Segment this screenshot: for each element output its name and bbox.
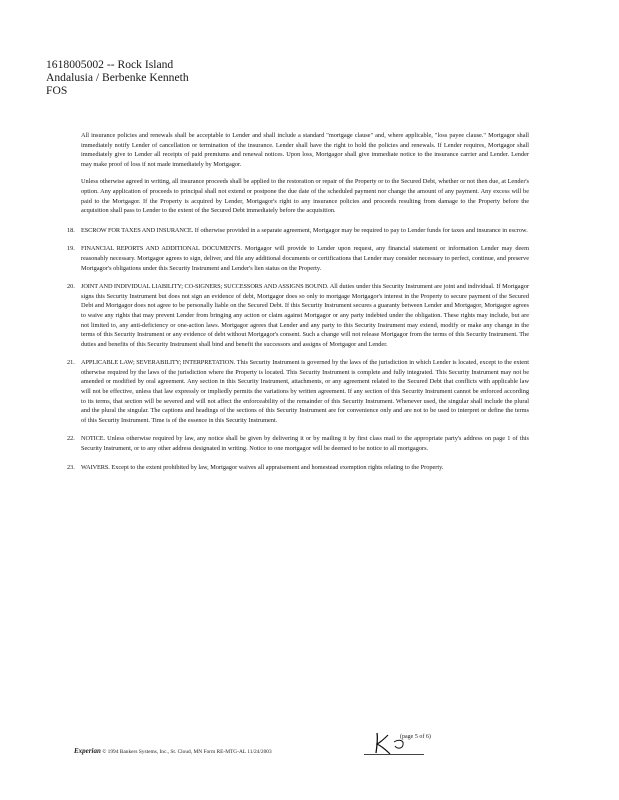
section-text: Except to the extent prohibited by law, Mortgagor waives all appraisement and homestead exemption rights relating to the Property. [111, 463, 444, 471]
section-title: APPLICABLE LAW; SEVERABILITY; INTERPRETATION. [81, 359, 236, 367]
page-number: (page 5 of 6) [400, 734, 431, 740]
document-header [46, 58, 189, 97]
section-20 [67, 282, 529, 349]
section-23 [67, 463, 529, 473]
section-number: 18. [67, 226, 75, 234]
section-number: 19. [67, 245, 75, 253]
code-line: FOS [46, 84, 68, 97]
section-number: 23. [67, 463, 75, 471]
section-title: WAIVERS. [81, 463, 110, 471]
section-text: Unless otherwise required by law, any notice shall be given by delivering it or by mailing it by first class mail to the appropriate party's address on page 1 of this Security Instrument, or to any other address designated in writing. Notice to one mortgagor will be deemed to be notice to all mortgagors. [81, 435, 529, 453]
section-title: JOINT AND INDIVIDUAL LIABILITY; CO-SIGNERS; SUCCESSORS AND ASSIGNS BOUND. [81, 283, 329, 291]
initials-line [364, 754, 424, 755]
section-number: 22. [67, 435, 75, 443]
section-18 [67, 226, 529, 236]
loan-number-line: 1618005002 -- Rock Island [46, 58, 174, 71]
document-body [67, 131, 530, 481]
borrower-line: Andalusia / Berbenke Kenneth [46, 71, 189, 84]
section-number: 21. [67, 359, 75, 367]
section-number: 20. [67, 283, 75, 291]
section-title: FINANCIAL REPORTS AND ADDITIONAL DOCUMENTS. [81, 245, 242, 253]
section-text: This Security Instrument is governed by the laws of the jurisdiction in which Lender is located, except to the extent otherwise required by the laws of the jurisdiction where the Property is located. This Security Instrument is complete and fully integrated. This Security Instrument may not be amended or modified by oral agreement. Any section in this Security Instrument, attachments, or any agreement related to the Secured Debt that conflicts with applicable law will not be effective, unless that law expressly or impliedly permits the variations by written agreement. If any section of this Security Instrument cannot be enforced according to its terms, that section will be severed and will not affect the enforceability of the remainder of this Security Instrument. Whenever used, the singular shall include the plural and the plural the singular. The captions and headings of the sections of this Security Instrument are for convenience only and are not to be used to interpret or define the terms of this Security Instrument. Time is of the essence in this Security Instrument. [81, 359, 530, 424]
insurance-paragraph-2: Unless otherwise agreed in writing, all insurance proceeds shall be applied to the restoration or repair of the Property or to the Secured Debt, whether or not then due, at Lender's option. Any application of proceeds to principal shall not extend or postpone the due date of the scheduled payment nor change the amount of any payment. Any excess will be paid to the Mortgagor. If the Property is acquired by Lender, Mortgagor's right to any insurance policies and proceeds resulting from damage to the Property before the acquisition shall pass to Lender to the extent of the Secured Debt immediately before the acquisition. [81, 178, 529, 215]
footer-copyright: © 1994 Bankers Systems, Inc., St. Cloud, MN Form RE-MTG-AL 11/24/2003 [102, 749, 272, 755]
section-text: All duties under this Security Instrument are joint and individual. If Mortgagor signs this Security Instrument but does not sign an evidence of debt, Mortgagor does so only to mortgage Mortgagor's interest in the Property to secure payment of the Secured Debt and Mortgagor does not agree to be personally liable on the Secured Debt. If this Security Instrument secures a guaranty between Lender and Mortgagor, Mortgagor agrees to waive any rights that may prevent Lender from bringing any action or claim against Mortgagor or any party indebted under the obligation. These rights may include, but are not limited to, any anti-deficiency or one-action laws. Mortgagor agrees that Lender and any party to this Security Instrument may extend, modify or make any change in the terms of this Security Instrument or any evidence of debt without Mortgagor's consent. Such a change will not release Mortgagor from the terms of this Security Instrument. The duties and benefits of this Security Instrument shall bind and benefit the successors and assigns of Mortgagor and Lender. [81, 283, 529, 348]
insurance-paragraph-1: All insurance policies and renewals shall be acceptable to Lender and shall include a standard "mortgage clause" and, where applicable, "loss payee clause." Mortgagor shall immediately notify Lender of cancellation or termination of the insurance. Lender shall have the right to hold the policies and renewals. If Lender requires, Mortgagor shall immediately give to Lender all receipts of paid premiums and renewal notices. Upon loss, Mortgagor shall give immediate notice to the insurance carrier and Lender. Lender may make proof of loss if not made immediately by Mortgagor. [81, 132, 529, 168]
section-title: NOTICE. [81, 435, 105, 443]
section-21 [67, 358, 530, 425]
section-text: If otherwise provided in a separate agreement, Mortgagor may be required to pay to Lender funds for taxes and insurance in escrow. [194, 226, 528, 234]
section-22 [67, 434, 529, 453]
section-title: ESCROW FOR TAXES AND INSURANCE. [81, 226, 194, 234]
section-text: Mortgagor will provide to Lender upon request, any financial statement or information Lender may deem reasonably necessary. Mortgagor agrees to sign, deliver, and file any additional documents or certifications that Lender may consider necessary to perfect, continue, and preserve Mortgagor's obligations under this Security Instrument and Lender's lien status on the Property. [81, 245, 529, 272]
footer-brand: Experian [74, 747, 101, 755]
section-19 [67, 244, 529, 273]
form-footer [74, 747, 272, 755]
